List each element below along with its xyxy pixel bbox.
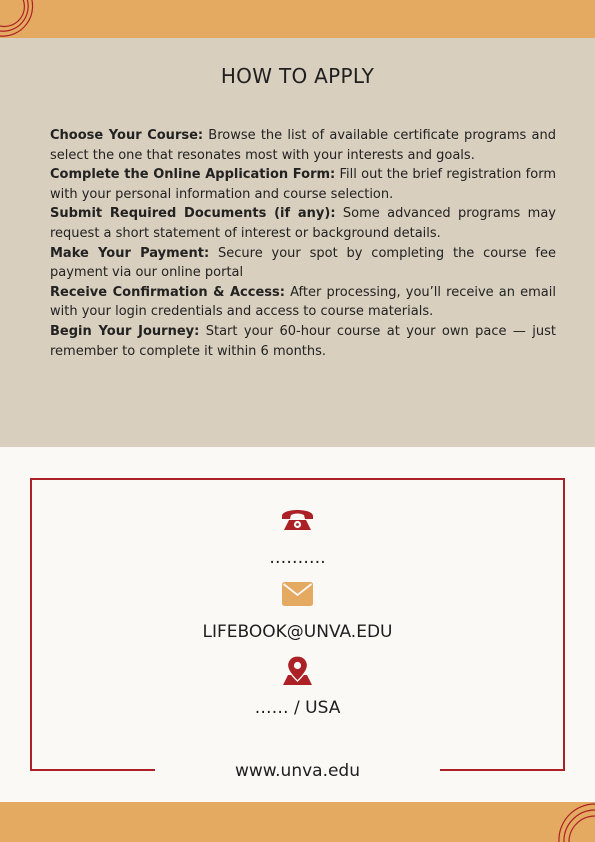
step-heading: Submit Required Documents (if any):	[50, 206, 336, 222]
corner-arcs-icon	[0, 0, 40, 38]
top-decorative-band	[0, 0, 595, 38]
envelope-icon	[282, 582, 313, 606]
step-text: Some advanced programs may request a short statement of interest or background details.	[50, 206, 556, 241]
step-text: Fill out the brief registration form with your personal information and course selection.	[50, 167, 556, 202]
location-pin-icon	[281, 655, 314, 686]
step-item	[50, 283, 556, 322]
corner-arcs-icon	[555, 802, 595, 842]
step-heading: Begin Your Journey:	[50, 323, 200, 339]
phone-icon	[280, 505, 315, 532]
step-item	[50, 165, 556, 204]
phone-number: ……….	[269, 548, 326, 568]
steps-list	[50, 126, 556, 361]
step-heading: Complete the Online Application Form:	[50, 167, 336, 183]
step-text: Start your 60-hour course at your own pace — just remember to complete it within 6 months.	[50, 323, 556, 359]
step-heading: Make Your Payment:	[50, 245, 210, 261]
step-item	[50, 204, 556, 243]
location-text: …… / USA	[254, 698, 341, 718]
step-item	[50, 126, 556, 165]
step-heading: Choose Your Course:	[50, 128, 204, 143]
step-heading: Receive Confirmation & Access:	[50, 284, 285, 300]
website-link[interactable]: www.unva.edu	[234, 761, 360, 781]
page-title: HOW TO APPLY	[220, 64, 375, 88]
email-link[interactable]: LIFEBOOK@UNVA.EDU	[202, 622, 393, 642]
step-item	[50, 244, 556, 283]
step-item	[50, 322, 556, 361]
bottom-decorative-band	[0, 802, 595, 842]
step-text: After processing, you’ll receive an email with your login credentials and access to course materials.	[50, 284, 556, 320]
step-text: Secure your spot by completing the course fee payment via our online portal	[50, 245, 557, 281]
step-text: Browse the list of available certificate programs and select the one that resonates most with your interests and goals.	[50, 128, 556, 163]
